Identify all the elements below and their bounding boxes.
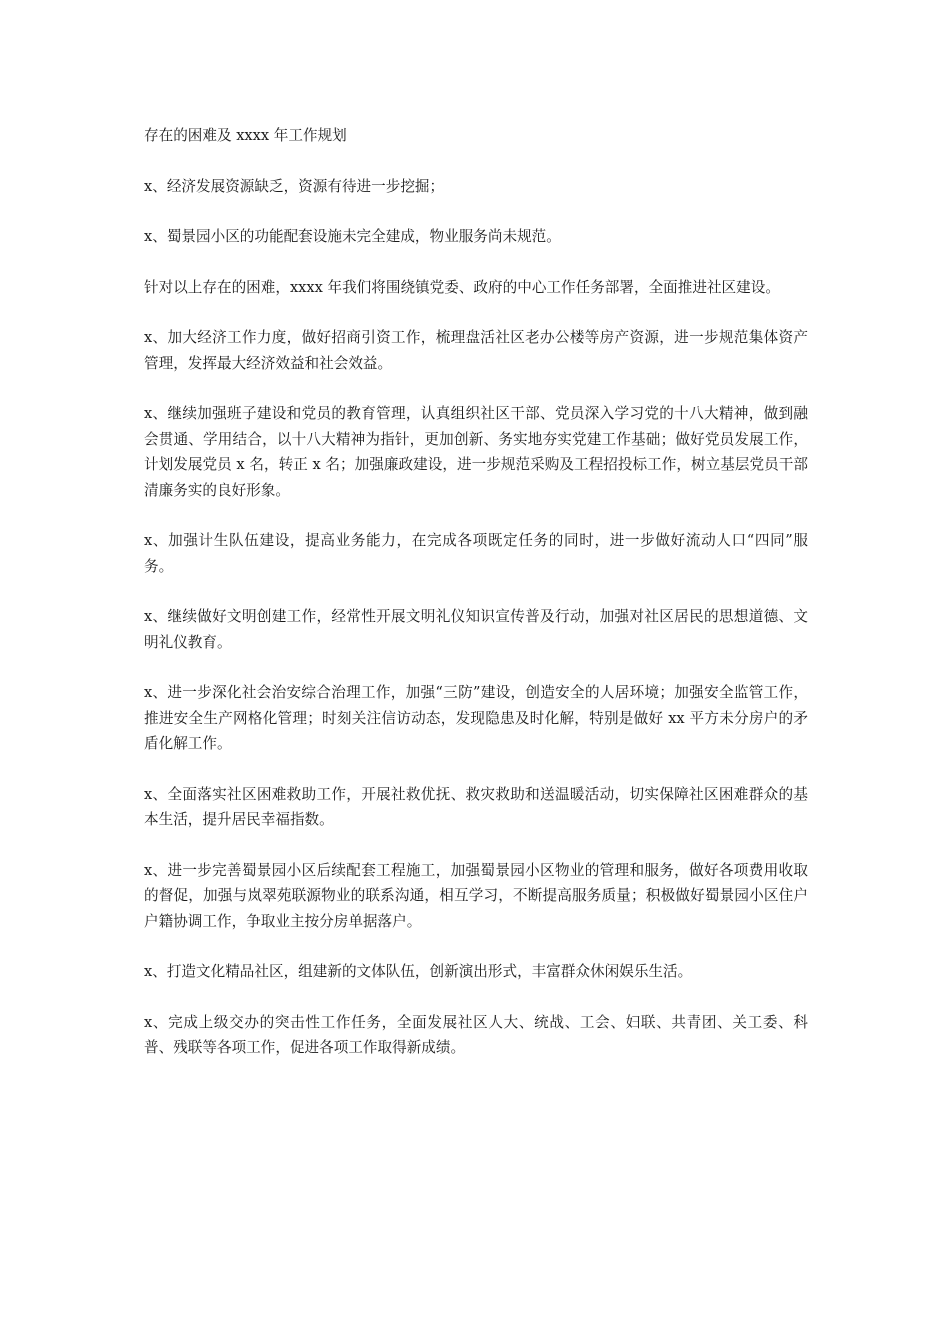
paragraph-plan-security: x、进一步深化社会治安综合治理工作，加强“三防”建设，创造安全的人居环境；加强安全监管工作，推进安全生产网格化管理；时刻关注信访动态，发现隐患及时化解，特别是做好 xx 平方未分房户的矛盾化解工作。 bbox=[144, 684, 808, 752]
document-title: 存在的困难及 xxxx 年工作规划 bbox=[144, 127, 347, 144]
paragraph-plan-tasks: x、完成上级交办的突击性工作任务，全面发展社区人大、统战、工会、妇联、共青团、关工委、科普、残联等各项工作，促进各项工作取得新成绩。 bbox=[144, 1013, 808, 1056]
paragraph-difficulty-2: x、蜀景园小区的功能配套设施未完全建成，物业服务尚未规范。 bbox=[144, 228, 561, 245]
paragraph-plan-culture: x、打造文化精品社区，组建新的文体队伍，创新演出形式，丰富群众休闲娱乐生活。 bbox=[144, 963, 693, 980]
paragraph-difficulty-1: x、经济发展资源缺乏，资源有待进一步挖掘； bbox=[144, 177, 445, 195]
paragraph-plan-economy: x、加大经济工作力度，做好招商引资工作，梳理盘活社区老办公楼等房产资源，进一步规范集体资产管理，发挥最大经济效益和社会效益。 bbox=[144, 329, 808, 372]
paragraph-plan-relief: x、全面落实社区困难救助工作，开展社救优抚、救灾救助和送温暖活动，切实保障社区困难群众的基本生活，提升居民幸福指数。 bbox=[144, 785, 808, 828]
paragraph-plan-family-planning: x、加强计生队伍建设，提高业务能力，在完成各项既定任务的同时，进一步做好流动人口“四同”服务。 bbox=[144, 532, 808, 575]
paragraph-intro: 针对以上存在的困难，xxxx 年我们将围绕镇党委、政府的中心工作任务部署，全面推进社区建设。 bbox=[144, 278, 780, 296]
paragraph-plan-party: x、继续加强班子建设和党员的教育管理，认真组织社区干部、党员深入学习党的十八大精神，做到融会贯通、学用结合，以十八大精神为指针，更加创新、务实地夯实党建工作基础；做好党员发展工作，计划发展党员 x 名，转正 x 名；加强廉政建设，进一步规范采购及工程招投标工作，树立基层党员干部清廉务实的良好形象。 bbox=[144, 405, 808, 499]
document-page bbox=[144, 123, 808, 1086]
paragraph-plan-civilization: x、继续做好文明创建工作，经常性开展文明礼仪知识宣传普及行动，加强对社区居民的思想道德、文明礼仪教育。 bbox=[144, 608, 808, 651]
paragraph-plan-property: x、进一步完善蜀景园小区后续配套工程施工，加强蜀景园小区物业的管理和服务，做好各项费用收取的督促，加强与岚翠苑联源物业的联系沟通，相互学习，不断提高服务质量；积极做好蜀景园小区住户户籍协调工作，争取业主按分房单据落户。 bbox=[144, 861, 808, 930]
